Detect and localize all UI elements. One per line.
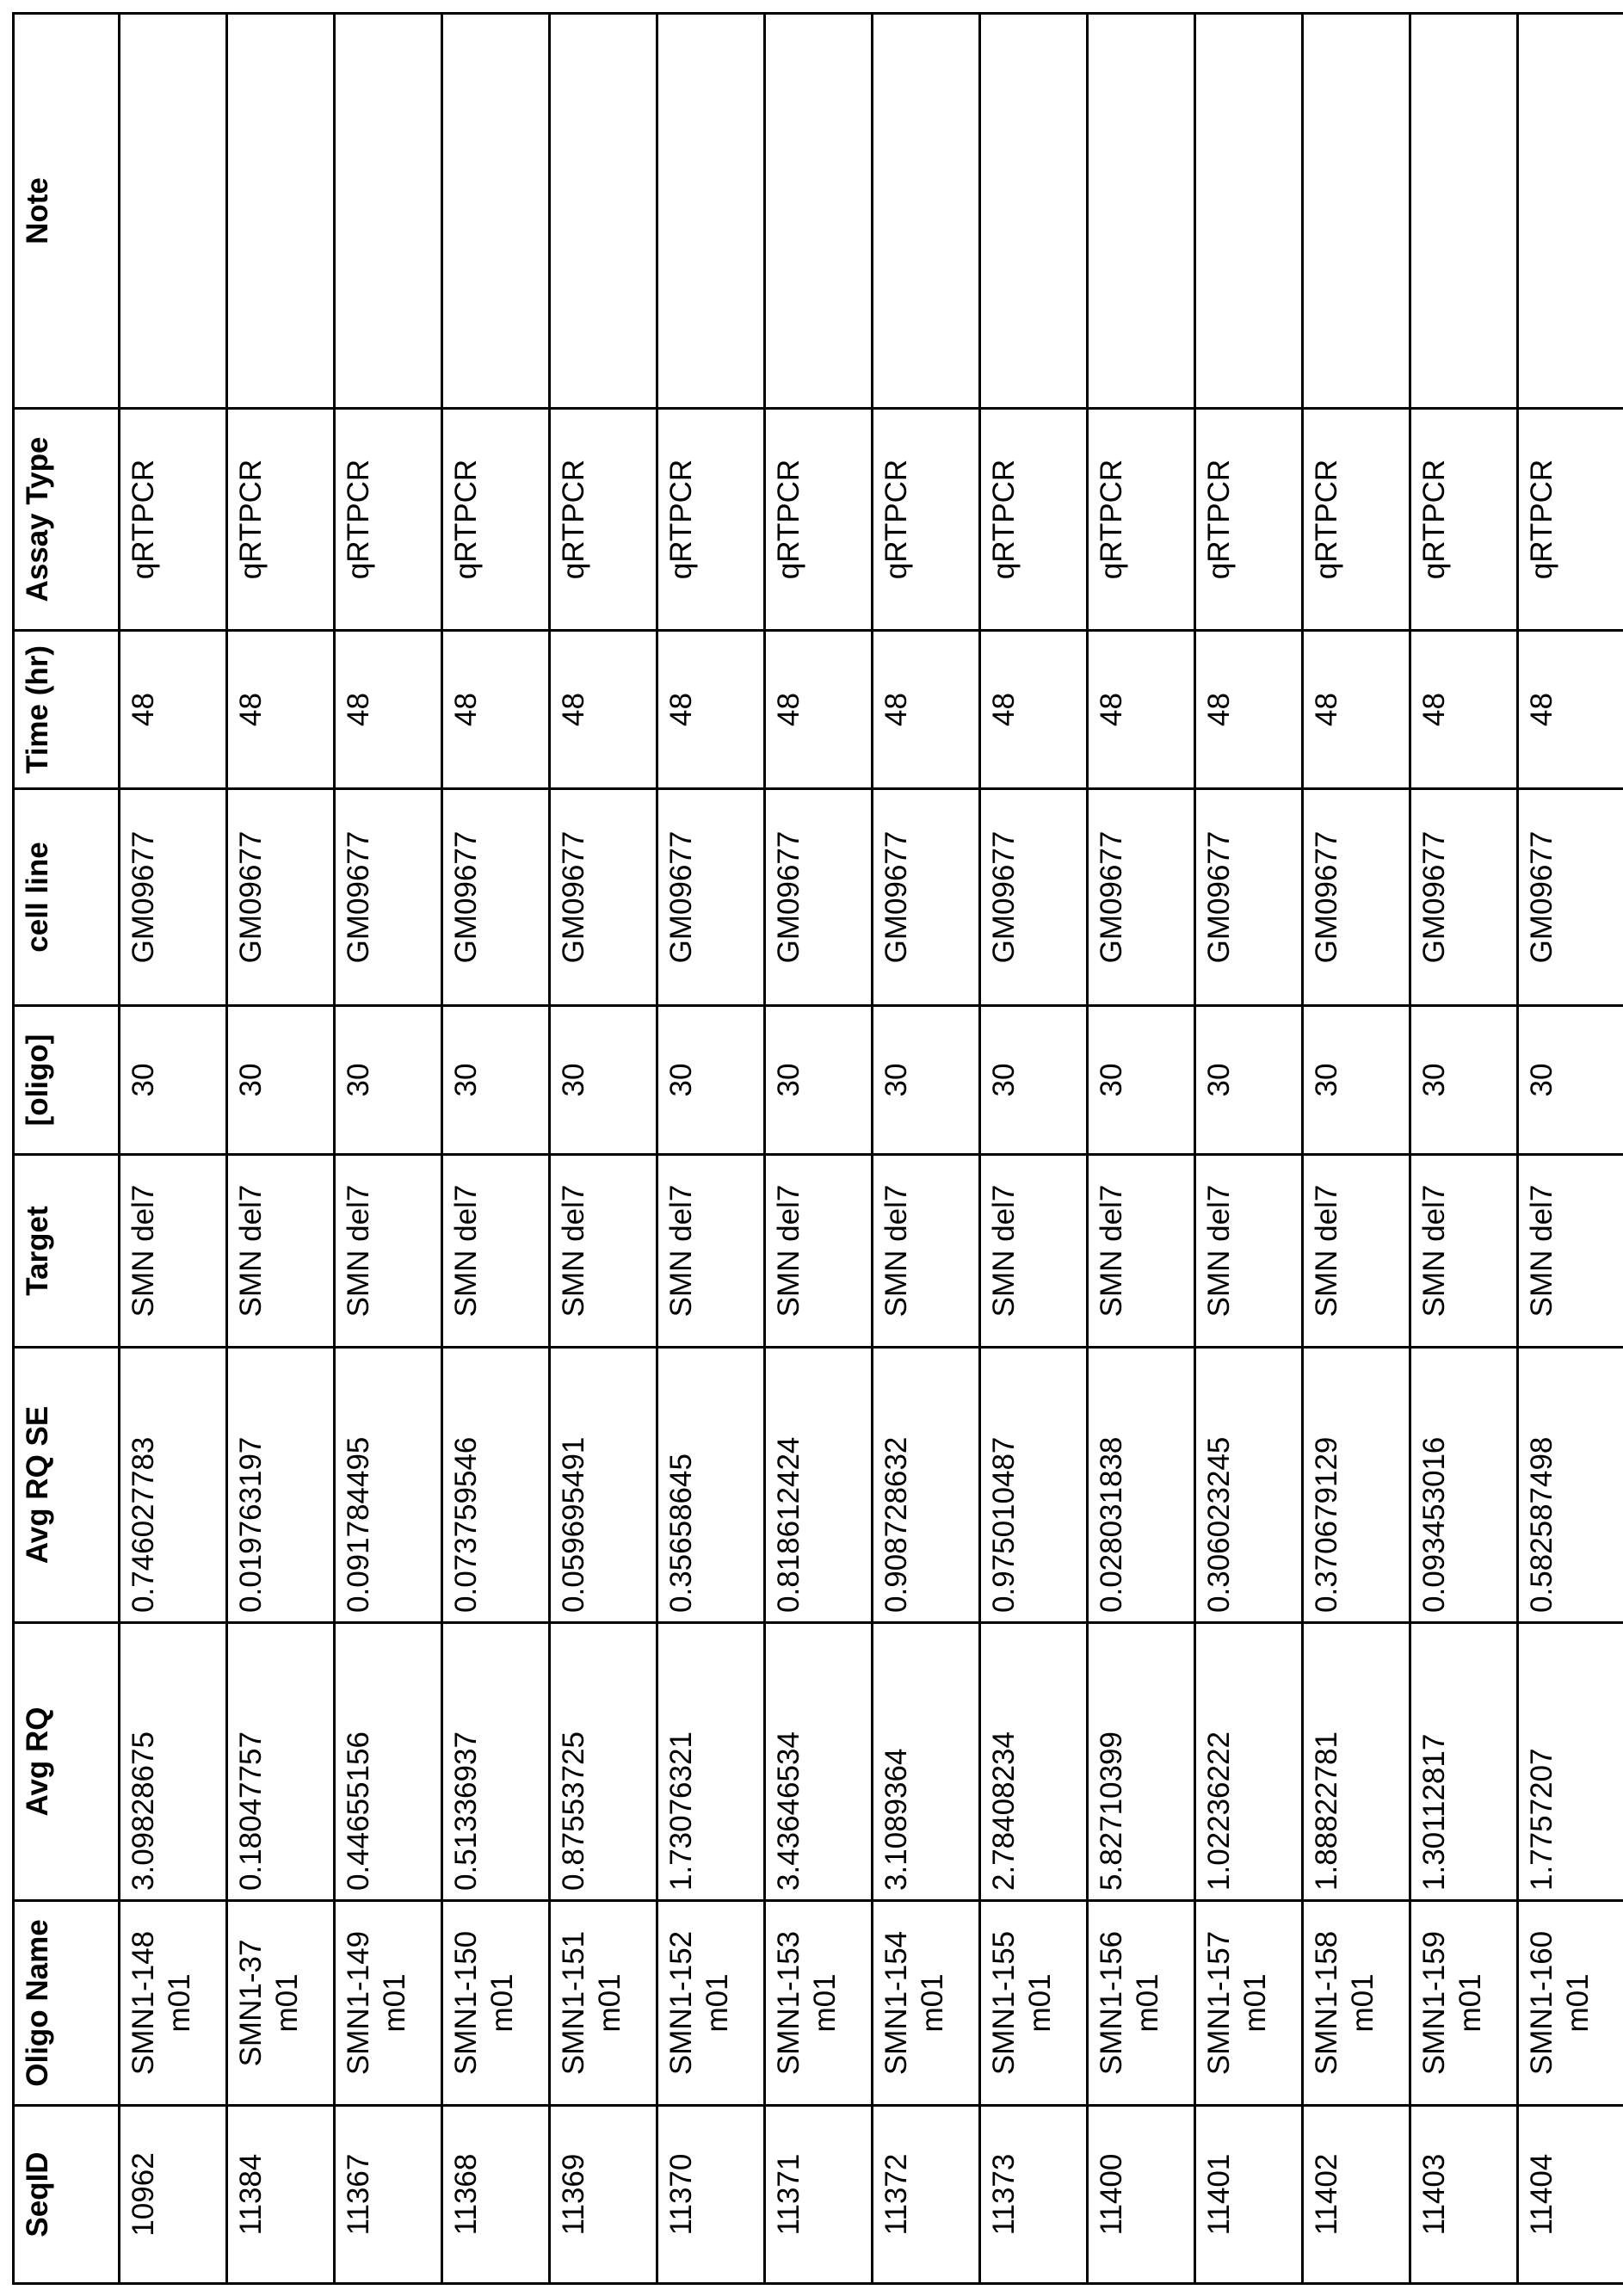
cell-avg-rq: 0.51336937: [442, 1623, 550, 1901]
cell-target: SMN del7: [980, 1155, 1088, 1348]
cell-oligo-name: SMN1-157 m01: [1195, 1901, 1303, 2106]
cell-assay: qRTPCR: [1195, 409, 1303, 631]
cell-note: [657, 14, 765, 409]
cell-seqid: 11373: [980, 2106, 1088, 2284]
cell-time: 48: [1195, 631, 1303, 789]
cell-avg-rq-se: 0.908728632: [873, 1348, 980, 1623]
cell-oligo-name: SMN1-154 m01: [873, 1901, 980, 2106]
cell-avg-rq: 1.7757207: [1518, 1623, 1623, 1901]
cell-note: [1518, 14, 1623, 409]
cell-cell-line: GM09677: [442, 789, 550, 1006]
cell-target: SMN del7: [442, 1155, 550, 1348]
cell-avg-rq: 1.30112817: [1410, 1623, 1518, 1901]
cell-oligo: 30: [980, 1006, 1088, 1155]
cell-time: 48: [1088, 631, 1195, 789]
cell-seqid: 11402: [1303, 2106, 1410, 2284]
cell-avg-rq-se: 0.073759546: [442, 1348, 550, 1623]
cell-assay: qRTPCR: [335, 409, 442, 631]
table-row: [120, 14, 227, 2284]
header-time: Time (hr): [14, 631, 120, 789]
cell-time: 48: [980, 631, 1088, 789]
cell-target: SMN del7: [765, 1155, 873, 1348]
cell-avg-rq: 1.88822781: [1303, 1623, 1410, 1901]
cell-seqid: 11370: [657, 2106, 765, 2284]
cell-time: 48: [550, 631, 657, 789]
cell-note: [1195, 14, 1303, 409]
cell-oligo: 30: [873, 1006, 980, 1155]
table-row: [980, 14, 1088, 2284]
cell-oligo: 30: [1088, 1006, 1195, 1155]
cell-assay: qRTPCR: [873, 409, 980, 631]
cell-seqid: 11403: [1410, 2106, 1518, 2284]
table-row: [550, 14, 657, 2284]
cell-seqid: 11368: [442, 2106, 550, 2284]
cell-avg-rq: 3.1089364: [873, 1623, 980, 1901]
results-table: [12, 12, 1623, 2285]
cell-time: 48: [765, 631, 873, 789]
table-row: [873, 14, 980, 2284]
rotated-page: [0, 0, 1623, 2296]
table-row: [1303, 14, 1410, 2284]
cell-target: SMN del7: [335, 1155, 442, 1348]
cell-note: [873, 14, 980, 409]
table-row: [1088, 14, 1195, 2284]
cell-oligo: 30: [1195, 1006, 1303, 1155]
cell-target: SMN del7: [1303, 1155, 1410, 1348]
cell-time: 48: [1518, 631, 1623, 789]
table-row: [335, 14, 442, 2284]
cell-time: 48: [657, 631, 765, 789]
cell-avg-rq-se: 0.093453016: [1410, 1348, 1518, 1623]
cell-oligo-name: SMN1-156 m01: [1088, 1901, 1195, 2106]
cell-avg-rq-se: 0.059695491: [550, 1348, 657, 1623]
cell-avg-rq: 2.78408234: [980, 1623, 1088, 1901]
cell-note: [1410, 14, 1518, 409]
cell-assay: qRTPCR: [550, 409, 657, 631]
cell-note: [227, 14, 335, 409]
cell-avg-rq: 1.73076321: [657, 1623, 765, 1901]
cell-oligo-name: SMN1-37 m01: [227, 1901, 335, 2106]
cell-assay: qRTPCR: [1518, 409, 1623, 631]
cell-target: SMN del7: [550, 1155, 657, 1348]
cell-cell-line: GM09677: [1410, 789, 1518, 1006]
cell-cell-line: GM09677: [657, 789, 765, 1006]
cell-avg-rq: 5.82710399: [1088, 1623, 1195, 1901]
header-seqid: SeqID: [14, 2106, 120, 2284]
cell-assay: qRTPCR: [442, 409, 550, 631]
table-row: [765, 14, 873, 2284]
cell-oligo: 30: [550, 1006, 657, 1155]
cell-assay: qRTPCR: [1303, 409, 1410, 631]
cell-avg-rq-se: 0.35658645: [657, 1348, 765, 1623]
cell-oligo: 30: [1518, 1006, 1623, 1155]
cell-cell-line: GM09677: [765, 789, 873, 1006]
cell-oligo: 30: [227, 1006, 335, 1155]
cell-note: [120, 14, 227, 409]
cell-cell-line: GM09677: [873, 789, 980, 1006]
table-row: [657, 14, 765, 2284]
cell-assay: qRTPCR: [765, 409, 873, 631]
cell-time: 48: [1303, 631, 1410, 789]
cell-oligo: 30: [120, 1006, 227, 1155]
cell-avg-rq: 0.44655156: [335, 1623, 442, 1901]
cell-seqid: 11372: [873, 2106, 980, 2284]
cell-seqid: 11367: [335, 2106, 442, 2284]
cell-cell-line: GM09677: [335, 789, 442, 1006]
cell-avg-rq: 0.18047757: [227, 1623, 335, 1901]
cell-oligo-name: SMN1-153 m01: [765, 1901, 873, 2106]
cell-cell-line: GM09677: [550, 789, 657, 1006]
cell-seqid: 11369: [550, 2106, 657, 2284]
cell-avg-rq-se: 0.975010487: [980, 1348, 1088, 1623]
cell-oligo-name: SMN1-155 m01: [980, 1901, 1088, 2106]
cell-oligo-name: SMN1-151 m01: [550, 1901, 657, 2106]
cell-avg-rq: 1.02236222: [1195, 1623, 1303, 1901]
cell-avg-rq: 3.09828675: [120, 1623, 227, 1901]
cell-assay: qRTPCR: [657, 409, 765, 631]
cell-seqid: 11401: [1195, 2106, 1303, 2284]
cell-oligo: 30: [442, 1006, 550, 1155]
header-target: Target: [14, 1155, 120, 1348]
table-row: [1410, 14, 1518, 2284]
cell-note: [1303, 14, 1410, 409]
cell-assay: qRTPCR: [1088, 409, 1195, 631]
cell-avg-rq-se: 0.746027783: [120, 1348, 227, 1623]
cell-oligo: 30: [335, 1006, 442, 1155]
cell-target: SMN del7: [120, 1155, 227, 1348]
cell-avg-rq: 3.43646534: [765, 1623, 873, 1901]
cell-avg-rq: 0.87553725: [550, 1623, 657, 1901]
cell-time: 48: [120, 631, 227, 789]
cell-assay: qRTPCR: [120, 409, 227, 631]
cell-oligo: 30: [657, 1006, 765, 1155]
cell-target: SMN del7: [227, 1155, 335, 1348]
cell-avg-rq-se: 0.370679129: [1303, 1348, 1410, 1623]
cell-time: 48: [442, 631, 550, 789]
cell-time: 48: [1410, 631, 1518, 789]
cell-oligo: 30: [765, 1006, 873, 1155]
cell-target: SMN del7: [1088, 1155, 1195, 1348]
table-row: [1518, 14, 1623, 2284]
cell-oligo-name: SMN1-152 m01: [657, 1901, 765, 2106]
cell-time: 48: [227, 631, 335, 789]
cell-target: SMN del7: [1518, 1155, 1623, 1348]
table-row: [227, 14, 335, 2284]
header-cell-line: cell line: [14, 789, 120, 1006]
header-oligo-name: Oligo Name: [14, 1901, 120, 2106]
cell-oligo: 30: [1410, 1006, 1518, 1155]
header-avg-rq: Avg RQ: [14, 1623, 120, 1901]
cell-oligo-name: SMN1-148 m01: [120, 1901, 227, 2106]
cell-target: SMN del7: [1195, 1155, 1303, 1348]
cell-target: SMN del7: [1410, 1155, 1518, 1348]
cell-seqid: 11404: [1518, 2106, 1623, 2284]
cell-oligo: 30: [1303, 1006, 1410, 1155]
cell-avg-rq-se: 0.306023245: [1195, 1348, 1303, 1623]
cell-avg-rq-se: 0.818612424: [765, 1348, 873, 1623]
cell-note: [765, 14, 873, 409]
cell-time: 48: [873, 631, 980, 789]
header-assay-type: Assay Type: [14, 409, 120, 631]
cell-note: [442, 14, 550, 409]
cell-avg-rq-se: 0.582587498: [1518, 1348, 1623, 1623]
cell-note: [550, 14, 657, 409]
cell-cell-line: GM09677: [980, 789, 1088, 1006]
cell-cell-line: GM09677: [1303, 789, 1410, 1006]
cell-oligo-name: SMN1-160 m01: [1518, 1901, 1623, 2106]
cell-oligo-name: SMN1-150 m01: [442, 1901, 550, 2106]
cell-seqid: 11400: [1088, 2106, 1195, 2284]
cell-time: 48: [335, 631, 442, 789]
cell-cell-line: GM09677: [1088, 789, 1195, 1006]
cell-cell-line: GM09677: [1195, 789, 1303, 1006]
header-row: [14, 14, 120, 2284]
cell-target: SMN del7: [873, 1155, 980, 1348]
cell-oligo-name: SMN1-149 m01: [335, 1901, 442, 2106]
cell-note: [1088, 14, 1195, 409]
cell-cell-line: GM09677: [1518, 789, 1623, 1006]
cell-target: SMN del7: [657, 1155, 765, 1348]
cell-cell-line: GM09677: [120, 789, 227, 1006]
cell-note: [980, 14, 1088, 409]
cell-assay: qRTPCR: [980, 409, 1088, 631]
table-row: [1195, 14, 1303, 2284]
cell-seqid: 10962: [120, 2106, 227, 2284]
cell-note: [335, 14, 442, 409]
table-row: [442, 14, 550, 2284]
cell-assay: qRTPCR: [227, 409, 335, 631]
cell-avg-rq-se: 0.091784495: [335, 1348, 442, 1623]
cell-oligo-name: SMN1-158 m01: [1303, 1901, 1410, 2106]
cell-oligo-name: SMN1-159 m01: [1410, 1901, 1518, 2106]
header-oligo-conc: [oligo]: [14, 1006, 120, 1155]
header-note: Note: [14, 14, 120, 409]
header-avg-rq-se: Avg RQ SE: [14, 1348, 120, 1623]
cell-seqid: 11371: [765, 2106, 873, 2284]
cell-avg-rq-se: 0.028031838: [1088, 1348, 1195, 1623]
cell-assay: qRTPCR: [1410, 409, 1518, 631]
cell-cell-line: GM09677: [227, 789, 335, 1006]
cell-avg-rq-se: 0.019763197: [227, 1348, 335, 1623]
cell-seqid: 11384: [227, 2106, 335, 2284]
